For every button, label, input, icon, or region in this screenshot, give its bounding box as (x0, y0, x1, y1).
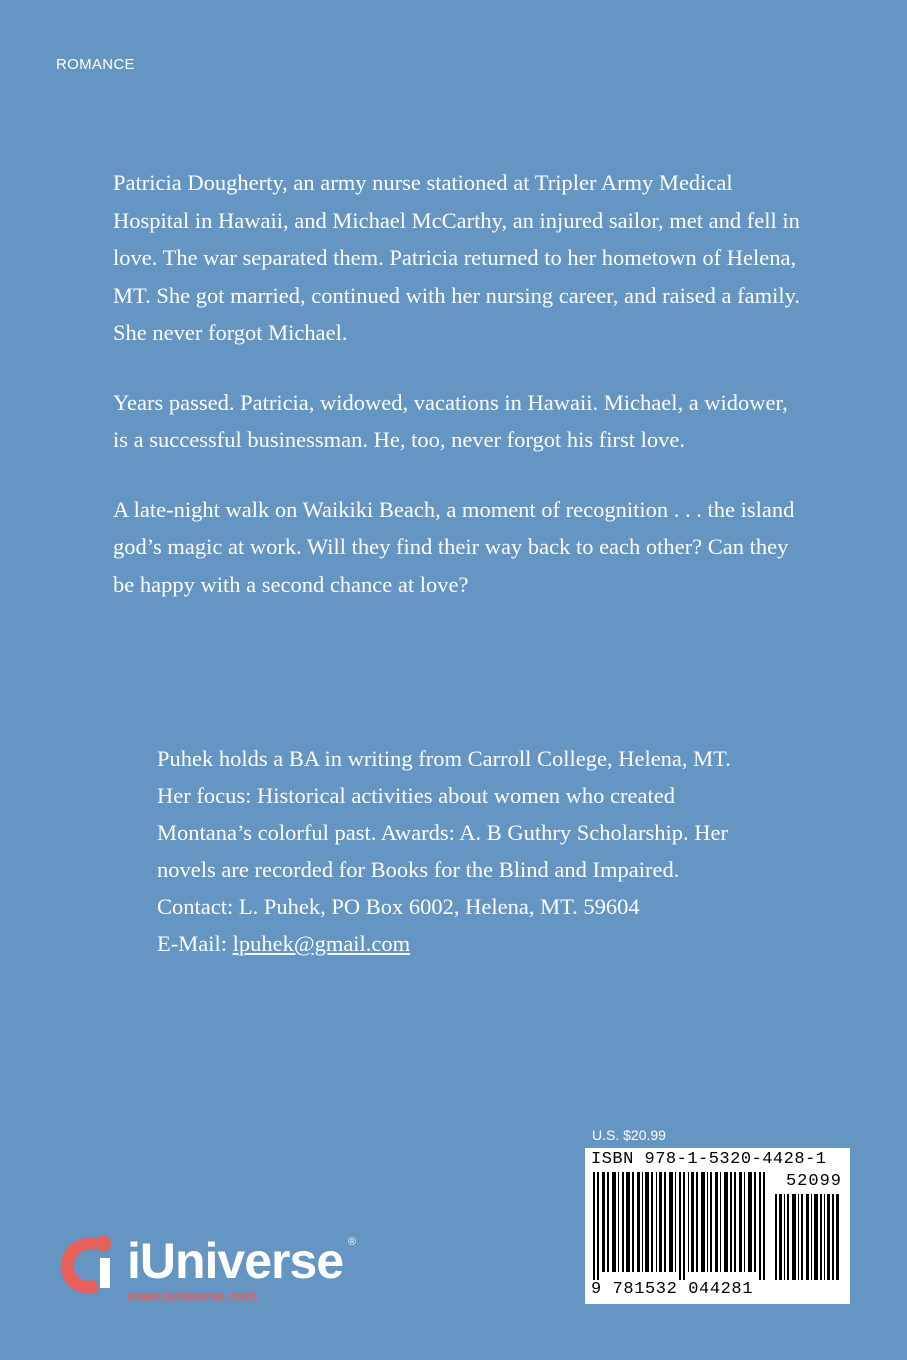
publisher-logo (55, 1228, 365, 1308)
book-blurb (113, 164, 803, 635)
publisher-name: iUniverse (127, 1233, 344, 1289)
bio-contact: Contact: L. Puhek, PO Box 6002, Helena, MT. 59604 (157, 894, 640, 919)
price-barcode-bars (775, 1194, 841, 1280)
bio-text: Puhek holds a BA in writing from Carroll College, Helena, MT. Her focus: Historical activities about women who created Montana’s colorful past. Awards: A. B Guthry Scholarship. Her novels are recorded for Books for the Blind and Impaired. (157, 746, 731, 882)
genre-label: ROMANCE (56, 56, 135, 73)
ean-digits: 9 781532 044281 (591, 1280, 754, 1299)
blurb-paragraph-1: Patricia Dougherty, an army nurse stationed at Tripler Army Medical Hospital in Hawaii, and Michael McCarthy, an injured sailor, met and fell in love. The war separated them. Patricia returned to her hometown of Helena, MT. She got married, continued with her nursing career, and raised a family. She never forgot Michael. (113, 170, 800, 345)
barcode (585, 1148, 850, 1304)
registered-mark: ® (348, 1236, 357, 1248)
barcode-bars (593, 1172, 769, 1280)
publisher-url: www.iuniverse.com (127, 1288, 258, 1304)
author-bio (157, 740, 757, 962)
blurb-paragraph-3: A late-night walk on Waikiki Beach, a moment of recognition . . . the island god’s magic at work. Will they find their way back to each other? Can they be happy with a second chance at love? (113, 496, 795, 597)
swirl-logo-icon (55, 1228, 125, 1308)
isbn-label: ISBN 978-1-5320-4428-1 (591, 1150, 827, 1169)
price-code: 52099 (785, 1172, 842, 1191)
price-label: U.S. $20.99 (592, 1127, 666, 1143)
bio-email-label: E-Mail: (157, 931, 233, 956)
blurb-paragraph-2: Years passed. Patricia, widowed, vacations in Hawaii. Michael, a widower, is a successful businessman. He, too, never forgot his first love. (113, 389, 788, 452)
email-link[interactable]: lpuhek@gmail.com (232, 931, 411, 956)
